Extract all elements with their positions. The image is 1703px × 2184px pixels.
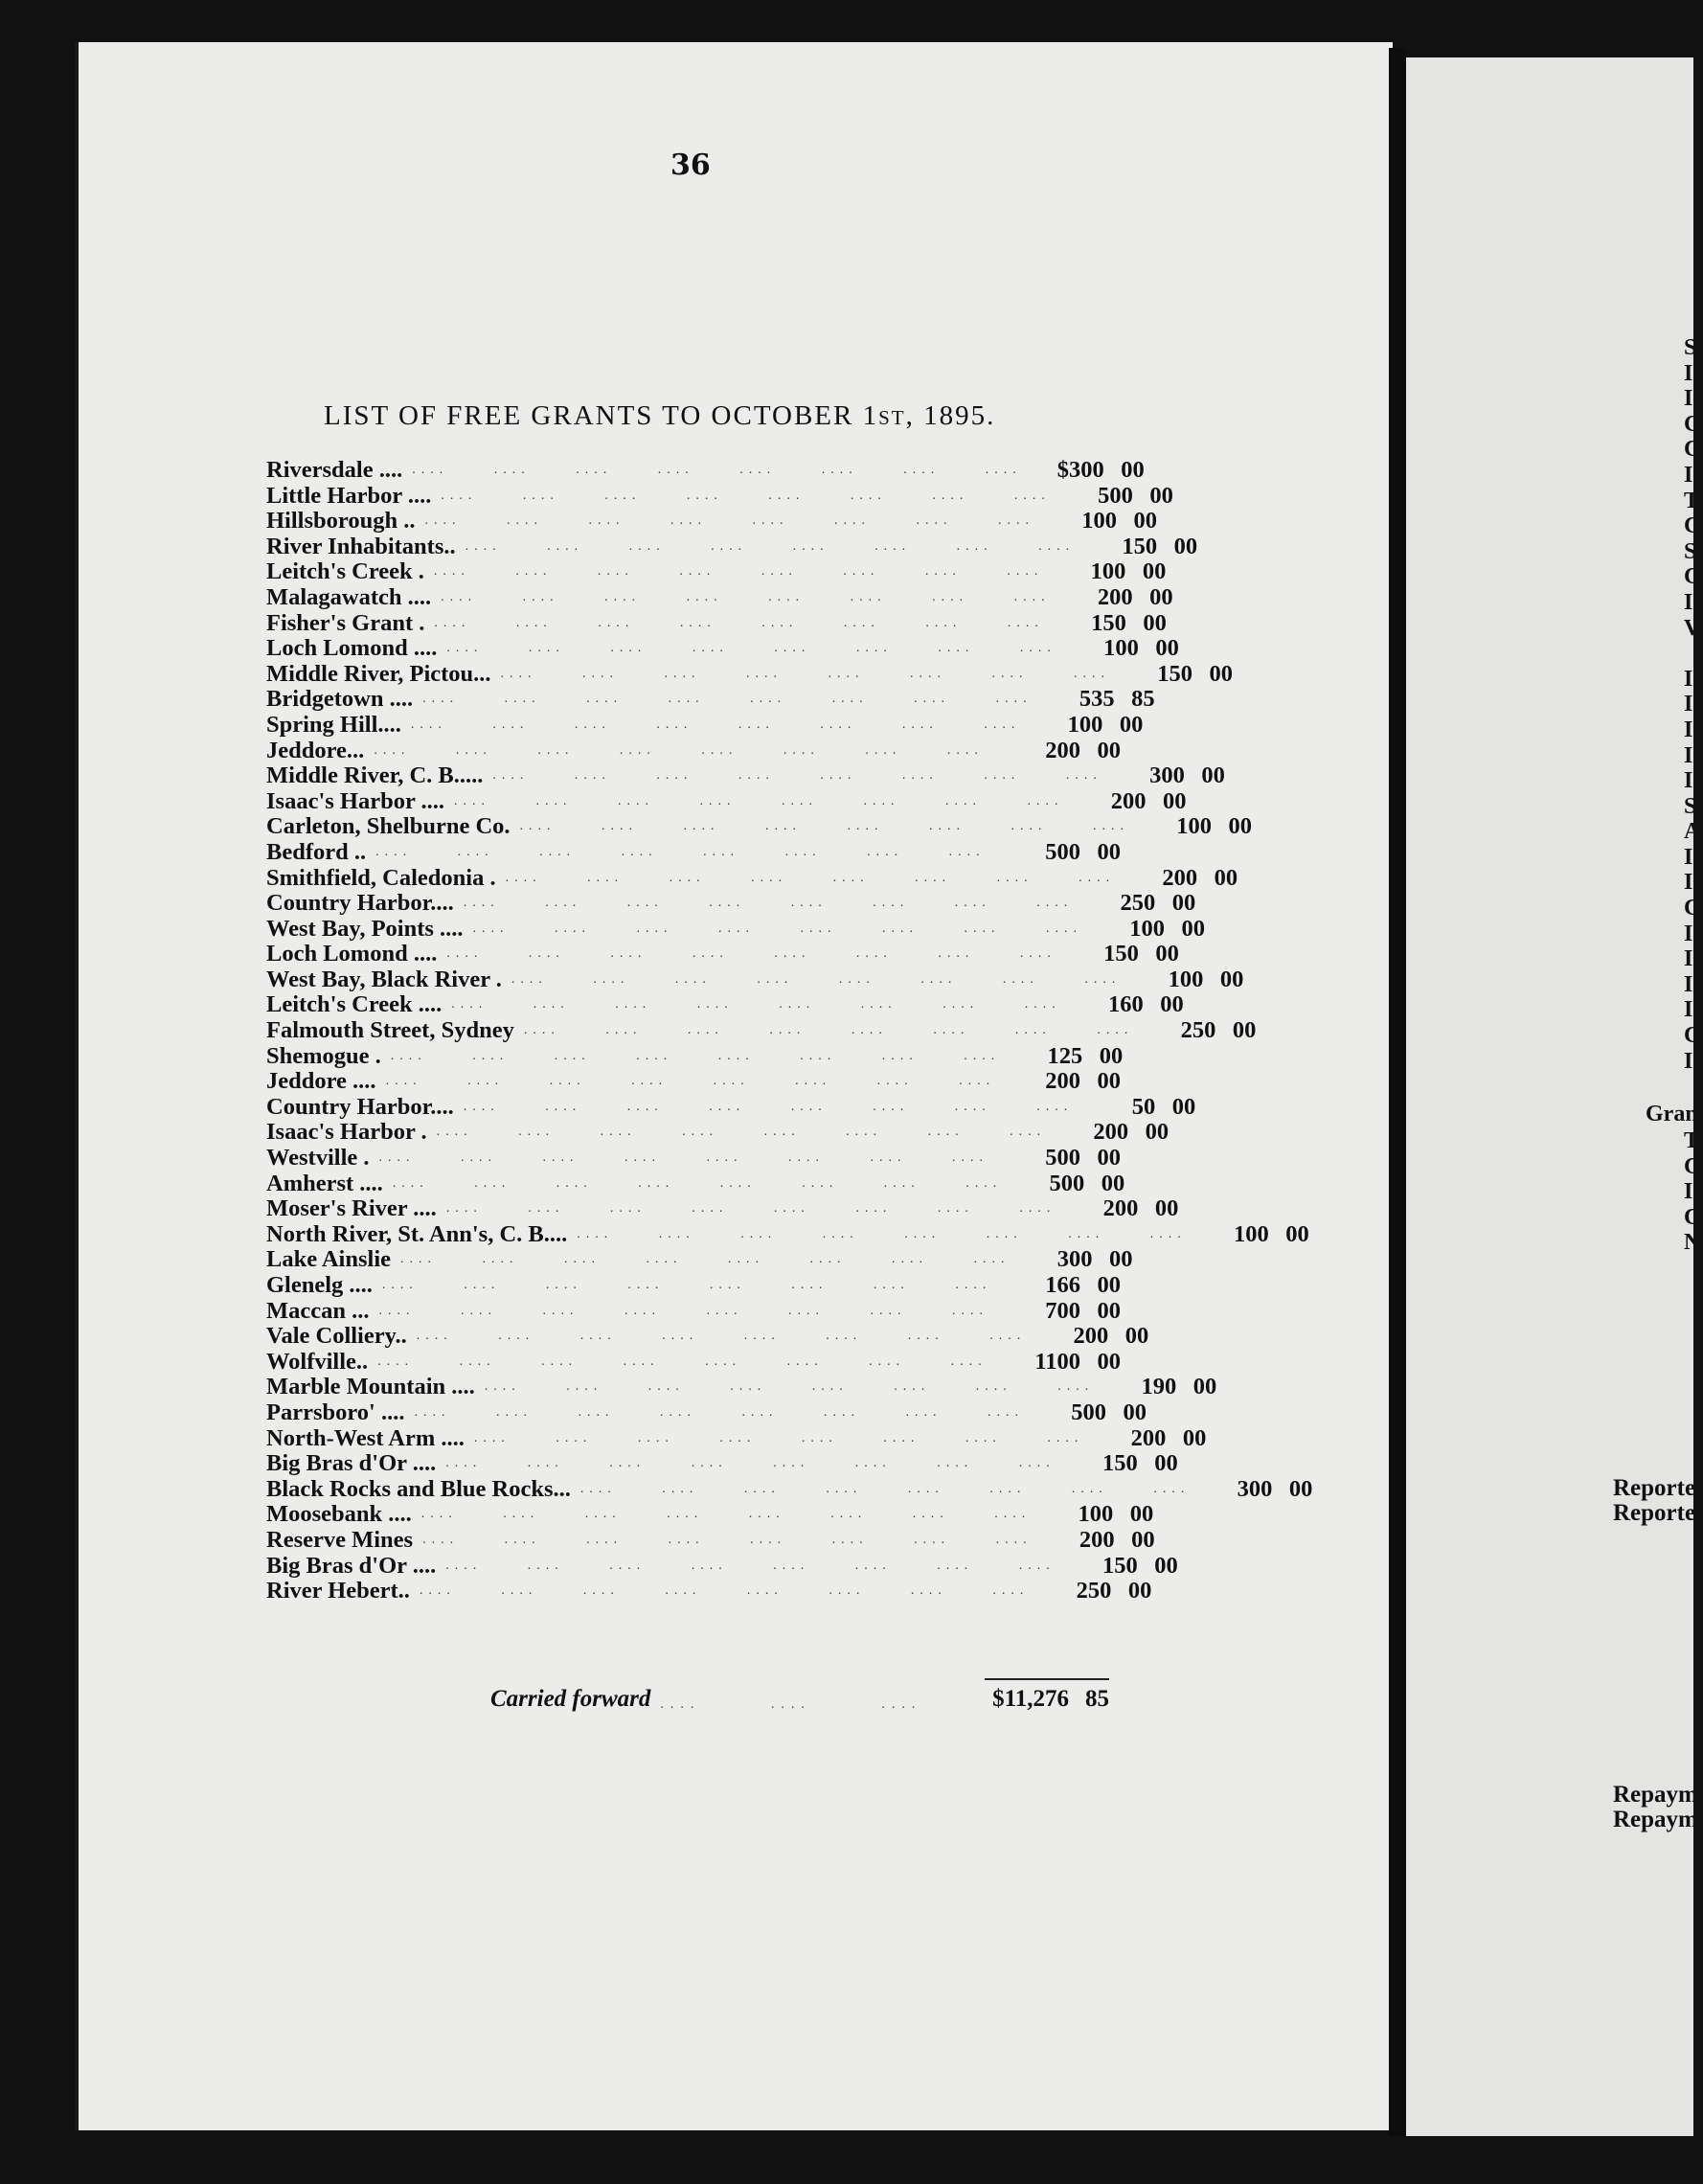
carried-forward-cents: 85 [1085, 1686, 1109, 1712]
grant-row [266, 739, 1121, 764]
grant-row [266, 787, 1187, 815]
grant-dollars: 500 [1098, 482, 1133, 509]
grant-row [266, 1374, 1217, 1400]
total-rule [985, 1678, 1109, 1680]
dot-leader: .... .... .... .... .... .... .... .... [375, 844, 986, 859]
grant-dollars: 150 [1101, 1552, 1138, 1579]
right-page-letter: I [1684, 768, 1693, 794]
grant-place: Little Harbor .... [266, 482, 432, 509]
grant-place: Glenelg .... [266, 1272, 373, 1298]
grant-cents: 00 [1155, 941, 1179, 967]
grant-dollars: 100 [1233, 1220, 1269, 1247]
grant-row [266, 1299, 1121, 1325]
grant-dollars: 125 [1047, 1042, 1083, 1069]
grant-cents: 00 [1181, 915, 1206, 942]
dot-leader: .... .... .... .... .... .... .... .... [414, 1404, 1024, 1420]
grant-cents: 00 [1101, 1170, 1125, 1196]
dot-leader: .... .... .... .... .... .... .... .... [465, 538, 1076, 554]
grant-row [266, 1578, 1152, 1604]
grant-row [266, 966, 1244, 993]
grant-cents: 00 [1171, 890, 1196, 917]
right-page-letter: I [1684, 666, 1693, 692]
right-page-letter [1684, 641, 1703, 667]
grant-place: Fisher's Grant . [266, 609, 425, 636]
right-page-letter: I [1684, 946, 1693, 972]
grant-dollars: 500 [1045, 838, 1080, 865]
grant-row [266, 635, 1179, 662]
title-ordinal: ST [878, 406, 906, 429]
grant-cents: 00 [1219, 966, 1244, 992]
right-page-letter: V [1684, 615, 1701, 641]
dot-leader: .... .... .... .... .... .... .... .... [422, 692, 1033, 707]
grant-dollars: $300 [1056, 457, 1104, 483]
dot-leader: .... .... .... .... .... .... .... .... [374, 742, 984, 758]
grant-cents: 00 [1097, 1145, 1121, 1172]
grant-row [266, 1220, 1309, 1248]
grant-cents: 00 [1232, 1017, 1257, 1044]
dot-leader: .... .... .... .... .... .... .... .... [511, 971, 1122, 987]
grant-row [266, 813, 1253, 840]
grant-cents: 00 [1129, 1501, 1154, 1528]
title-main: LIST OF FREE GRANTS TO OCTOBER 1 [324, 400, 879, 431]
grant-row [266, 941, 1179, 967]
grant-place: Amherst .... [266, 1170, 383, 1196]
grant-cents: 85 [1131, 686, 1155, 713]
grant-dollars: 200 [1045, 737, 1080, 763]
grant-dollars: 200 [1079, 1526, 1115, 1553]
grant-row [266, 711, 1144, 739]
grant-place: West Bay, Points .... [266, 915, 464, 942]
grant-place: River Inhabitants.. [266, 533, 456, 559]
right-page-letter: I [1684, 997, 1693, 1023]
right-page-letter: A [1684, 819, 1701, 845]
grant-place: Moser's River .... [266, 1195, 437, 1222]
carried-forward-label: Carried forward [490, 1686, 651, 1712]
grant-cents: 00 [1121, 457, 1145, 483]
dot-leader: .... .... .... .... .... .... .... .... [454, 793, 1064, 808]
dot-leader: .... .... .... .... .... .... .... .... [445, 1456, 1056, 1471]
grant-cents: 00 [1097, 737, 1121, 763]
grant-cents: 00 [1149, 482, 1173, 509]
grant-row [266, 583, 1173, 611]
dot-leader: .... .... .... .... .... .... .... .... [441, 488, 1051, 503]
grant-place: Black Rocks and Blue Rocks... [266, 1475, 571, 1502]
right-page-reported-2: Reporte [1613, 1500, 1696, 1526]
grant-dollars: 150 [1157, 660, 1193, 687]
grant-place: Riversdale .... [266, 457, 403, 483]
dot-leader: .... .... .... .... .... .... .... .... [436, 1125, 1047, 1140]
grant-dollars: 190 [1141, 1374, 1177, 1400]
dot-leader: .... .... .... .... .... .... .... .... [433, 564, 1044, 580]
grant-dollars: 200 [1102, 1195, 1139, 1222]
grant-row [266, 1526, 1155, 1554]
grant-place: Leitch's Creek .... [266, 991, 443, 1018]
right-page-gran-letter: T [1684, 1128, 1700, 1153]
dot-leader: .... .... .... .... .... .... .... .... [378, 1150, 989, 1166]
dot-leader: .... .... .... .... .... .... .... .... [445, 1558, 1056, 1573]
grant-dollars: 50 [1131, 1093, 1156, 1120]
right-page-gran: Gran [1646, 1102, 1698, 1126]
dot-leader: .... .... .... .... .... .... .... .... [420, 1507, 1032, 1522]
right-page-letter: S [1684, 538, 1697, 564]
grant-row [266, 1424, 1207, 1452]
grant-cents: 00 [1097, 1068, 1121, 1095]
grant-place: Middle River, Pictou... [266, 660, 491, 687]
title-year: , 1895. [905, 400, 996, 431]
grant-cents: 00 [1214, 864, 1238, 891]
right-page-gran-letter: C [1684, 1204, 1701, 1230]
right-page-letter: T [1684, 488, 1700, 513]
grant-dollars: 200 [1097, 583, 1133, 610]
dot-leader: .... .... .... .... .... .... .... .... [523, 1023, 1134, 1038]
grant-row [266, 1119, 1169, 1146]
grant-row [266, 915, 1206, 943]
right-page-letter: I [1684, 360, 1693, 386]
grant-cents: 00 [1160, 991, 1184, 1018]
grant-place: Loch Lomond .... [266, 941, 438, 967]
right-page-letter: I [1684, 844, 1693, 870]
right-page-letter: C [1684, 513, 1701, 539]
grant-row [266, 1475, 1313, 1503]
grant-dollars: 100 [1078, 1501, 1114, 1528]
grant-row [266, 533, 1198, 560]
grant-cents: 00 [1123, 1399, 1147, 1425]
grant-row [266, 1450, 1178, 1477]
grant-dollars: 150 [1101, 1450, 1138, 1477]
right-page-letter: C [1684, 437, 1701, 463]
grant-dollars: 200 [1162, 864, 1198, 891]
grant-place: Vale Colliery.. [266, 1323, 407, 1350]
dot-leader: .... .... .... .... .... .... .... .... [377, 1354, 988, 1369]
grant-row [266, 660, 1234, 688]
grant-dollars: 100 [1176, 813, 1213, 840]
grant-row [266, 890, 1196, 917]
grant-place: Hillsborough .. [266, 508, 416, 535]
grant-row [266, 482, 1173, 510]
dot-leader: .... .... .... .... .... .... .... .... [378, 1303, 988, 1318]
grant-place: Carleton, Shelburne Co. [266, 813, 511, 840]
grant-cents: 00 [1127, 1578, 1152, 1604]
grant-dollars: 300 [1149, 762, 1185, 789]
grants-list [266, 457, 1313, 1604]
dot-leader: .... .... .... .... .... .... .... .... [419, 1583, 1030, 1599]
grant-row [266, 991, 1184, 1018]
grant-dollars: 700 [1045, 1297, 1080, 1324]
grant-dollars: 166 [1045, 1272, 1080, 1298]
grant-dollars: 250 [1120, 890, 1156, 917]
dot-leader: .... .... .... .... .... .... .... .... [463, 1099, 1074, 1114]
grant-row [266, 508, 1157, 535]
grant-dollars: 200 [1093, 1119, 1129, 1146]
grant-row [266, 1017, 1257, 1044]
dot-leader: .... .... .... .... .... .... .... .... [463, 896, 1074, 911]
grant-cents: 00 [1154, 1450, 1178, 1477]
grant-cents: 00 [1192, 1374, 1217, 1400]
grant-place: North-West Arm .... [266, 1424, 465, 1451]
grant-row [266, 1501, 1154, 1528]
grant-cents: 00 [1154, 1552, 1178, 1579]
grant-dollars: 150 [1103, 941, 1139, 967]
grant-place: West Bay, Black River . [266, 966, 502, 992]
grant-cents: 00 [1163, 787, 1187, 814]
dot-leader: .... .... .... .... .... .... .... .... [392, 1175, 1003, 1191]
grant-row [266, 558, 1167, 585]
grant-dollars: 250 [1076, 1578, 1112, 1604]
grant-dollars: 100 [1090, 558, 1126, 585]
grant-cents: 00 [1109, 1246, 1133, 1273]
grant-dollars: 200 [1110, 787, 1147, 814]
grant-place: Jeddore... [266, 737, 365, 763]
grant-cents: 00 [1097, 1297, 1121, 1324]
right-page-gran-letter: C [1684, 1153, 1701, 1179]
grant-cents: 00 [1097, 1272, 1121, 1298]
grant-place: Wolfville.. [266, 1348, 369, 1375]
dot-leader: .... .... .... .... .... .... .... .... [484, 1379, 1095, 1395]
grant-cents: 00 [1285, 1220, 1309, 1247]
grant-row [266, 1552, 1178, 1580]
right-page-letter: I [1684, 692, 1693, 717]
right-page-letter: I [1684, 971, 1693, 997]
grant-cents: 00 [1201, 762, 1225, 789]
grant-cents: 00 [1133, 508, 1157, 535]
dot-leader: .... .... .... .... .... .... .... .... [390, 1048, 1001, 1063]
grant-row [266, 1170, 1125, 1197]
grant-row [266, 1350, 1121, 1376]
dot-leader: .... .... .... .... .... .... .... .... [410, 717, 1021, 732]
grant-place: Spring Hill.... [266, 711, 401, 738]
right-page-gran-letters [1684, 1128, 1703, 1256]
dot-leader: .... .... .... .... .... .... .... .... [492, 768, 1102, 784]
grant-dollars: 100 [1129, 915, 1166, 942]
dot-leader: .... .... .... .... .... .... .... .... [473, 1430, 1084, 1445]
grant-cents: 00 [1143, 609, 1167, 636]
grant-cents: 00 [1171, 1093, 1196, 1120]
dot-leader: .... .... .... .... .... .... .... .... [416, 1329, 1027, 1344]
grant-dollars: 535 [1079, 686, 1115, 713]
grant-place: Leitch's Creek . [266, 558, 424, 585]
grant-cents: 00 [1155, 635, 1179, 662]
grant-cents: 00 [1119, 711, 1144, 738]
page-number: 36 [670, 148, 711, 182]
grant-row [266, 1273, 1121, 1299]
right-page-letter: I [1684, 921, 1693, 946]
grant-place: Isaac's Harbor . [266, 1119, 427, 1146]
grant-place: Moosebank .... [266, 1501, 412, 1528]
grant-place: Shemogue . [266, 1042, 381, 1069]
right-page-letter: I [1684, 742, 1693, 768]
grant-place: Reserve Mines [266, 1526, 414, 1553]
right-page [1406, 57, 1701, 2136]
grant-dollars: 100 [1081, 508, 1117, 535]
page-title [324, 400, 1090, 432]
grant-row [266, 1246, 1133, 1273]
grant-cents: 00 [1173, 533, 1198, 559]
grant-dollars: 150 [1091, 609, 1126, 636]
grant-dollars: 500 [1049, 1170, 1085, 1196]
right-page-gran-letter: I [1684, 1179, 1693, 1205]
grant-dollars: 500 [1045, 1145, 1080, 1172]
right-page-letter: C [1684, 896, 1701, 921]
grant-row [266, 609, 1167, 637]
right-page-letter: I [1684, 386, 1693, 412]
grant-dollars: 160 [1108, 991, 1144, 1018]
dot-leader: .... .... .... .... .... .... .... .... [579, 1481, 1191, 1496]
right-page-letter: I [1684, 870, 1693, 896]
dot-leader: .... .... .... .... .... .... .... .... [381, 1278, 992, 1292]
grant-dollars: 250 [1180, 1017, 1216, 1044]
carried-forward-dollars: $11,276 [992, 1686, 1069, 1712]
right-page-reported-1: Reporte [1613, 1475, 1696, 1501]
right-page-letter: C [1684, 564, 1701, 590]
dot-leader: .... .... .... .... .... .... .... .... [422, 1532, 1033, 1547]
right-page-gran-letter: N [1684, 1230, 1701, 1256]
grant-row [266, 1195, 1179, 1222]
grant-cents: 00 [1145, 1119, 1169, 1146]
dot-leader: .... .... .... .... .... .... .... .... [472, 921, 1083, 936]
grant-dollars: 300 [1237, 1475, 1273, 1502]
grant-cents: 00 [1124, 1323, 1149, 1350]
dot-leader: .... .... .... .... .... .... .... .... [400, 1252, 1010, 1267]
grant-row [266, 840, 1121, 866]
grant-place: Country Harbor.... [266, 890, 454, 917]
grant-place: Lake Ainslie [266, 1246, 392, 1273]
grant-place: Marble Mountain .... [266, 1374, 475, 1400]
grant-place: Jeddore .... [266, 1068, 376, 1095]
right-page-letter: C [1684, 411, 1701, 437]
grant-place: Country Harbor.... [266, 1093, 454, 1120]
right-page-letter: I [1684, 717, 1693, 742]
grant-cents: 00 [1209, 660, 1234, 687]
grant-row [266, 1146, 1121, 1172]
grant-place: Big Bras d'Or .... [266, 1552, 437, 1579]
dot-leader: .... .... .... .... .... .... .... .... [446, 946, 1056, 962]
grant-dollars: 200 [1073, 1323, 1109, 1350]
dot-leader: .... .... .... .... .... .... .... .... [445, 1201, 1056, 1217]
grant-place: Malagawatch .... [266, 583, 432, 610]
grant-row [266, 1093, 1196, 1121]
dot-leader: .... .... .... .... .... .... .... .... [446, 641, 1056, 656]
grant-dollars: 100 [1067, 711, 1103, 738]
grant-place: Westville . [266, 1145, 370, 1172]
grant-place: Isaac's Harbor .... [266, 787, 445, 814]
right-page-letter: I [1684, 1048, 1693, 1074]
grant-row [266, 457, 1145, 484]
grant-row [266, 864, 1238, 892]
grant-dollars: 150 [1122, 533, 1158, 559]
grant-dollars: 300 [1056, 1246, 1093, 1273]
grant-row [266, 1042, 1124, 1070]
dot-leader: .... .... .... .... .... .... .... .... [505, 870, 1116, 885]
grant-row [266, 1399, 1147, 1426]
right-page-letter: S [1684, 793, 1697, 819]
dot-leader: .... .... .... .... .... .... .... .... [441, 589, 1051, 604]
grant-place: Parrsboro' .... [266, 1399, 405, 1425]
right-page-letter: C [1684, 1023, 1701, 1049]
grant-cents: 00 [1288, 1475, 1313, 1502]
dot-leader: .... .... .... .... .... .... .... .... [412, 463, 1022, 477]
grant-place: Falmouth Street, Sydney [266, 1017, 514, 1044]
grant-cents: 00 [1182, 1424, 1207, 1451]
grant-place: North River, St. Ann's, C. B.... [266, 1220, 568, 1247]
carried-forward-leader: .... .... .... [660, 1697, 922, 1712]
grant-place: Smithfield, Caledonia . [266, 864, 496, 891]
grant-dollars: 500 [1071, 1399, 1106, 1425]
grant-dollars: 100 [1103, 635, 1139, 662]
grant-row [266, 762, 1225, 789]
grant-cents: 00 [1142, 558, 1167, 585]
grant-row [266, 1069, 1121, 1095]
grant-place: River Hebert.. [266, 1578, 410, 1604]
grant-cents: 00 [1228, 813, 1253, 840]
dot-leader: .... .... .... .... .... .... .... .... [434, 615, 1044, 630]
dot-leader: .... .... .... .... .... .... .... .... [577, 1226, 1187, 1241]
grant-place: Bedford .. [266, 838, 367, 865]
grant-cents: 00 [1097, 838, 1121, 865]
grant-cents: 00 [1149, 583, 1173, 610]
right-page-letter: I [1684, 462, 1693, 488]
dot-leader: .... .... .... .... .... .... .... .... [424, 513, 1034, 529]
grant-cents: 00 [1097, 1348, 1121, 1375]
grant-cents: 00 [1154, 1195, 1179, 1222]
grant-dollars: 200 [1045, 1068, 1080, 1095]
dot-leader: .... .... .... .... .... .... .... .... [451, 997, 1061, 1012]
grant-dollars: 1100 [1034, 1348, 1080, 1375]
right-page-repayment-1: Repaym [1613, 1782, 1698, 1808]
book-gutter [1389, 48, 1406, 2136]
right-page-letter: S [1684, 335, 1697, 360]
grant-place: Loch Lomond .... [266, 635, 438, 662]
right-page-letter-column [1684, 335, 1703, 1074]
grant-cents: 00 [1099, 1042, 1124, 1069]
grant-place: Big Bras d'Or .... [266, 1450, 437, 1477]
right-page-repayment-2: Repaym [1613, 1807, 1698, 1832]
grant-place: Maccan ... [266, 1297, 370, 1324]
grant-cents: 00 [1131, 1526, 1155, 1553]
grant-dollars: 100 [1168, 966, 1204, 992]
grant-row [266, 686, 1155, 713]
grant-place: Bridgetown .... [266, 686, 414, 713]
grant-place: Middle River, C. B..... [266, 762, 484, 789]
dot-leader: .... .... .... .... .... .... .... .... [500, 666, 1111, 681]
grant-dollars: 200 [1130, 1424, 1167, 1451]
dot-leader: .... .... .... .... .... .... .... .... [519, 819, 1130, 834]
dot-leader: .... .... .... .... .... .... .... .... [385, 1074, 996, 1089]
grant-row [266, 1323, 1149, 1350]
right-page-letter: I [1684, 589, 1693, 615]
carried-forward-row [490, 1686, 1109, 1713]
